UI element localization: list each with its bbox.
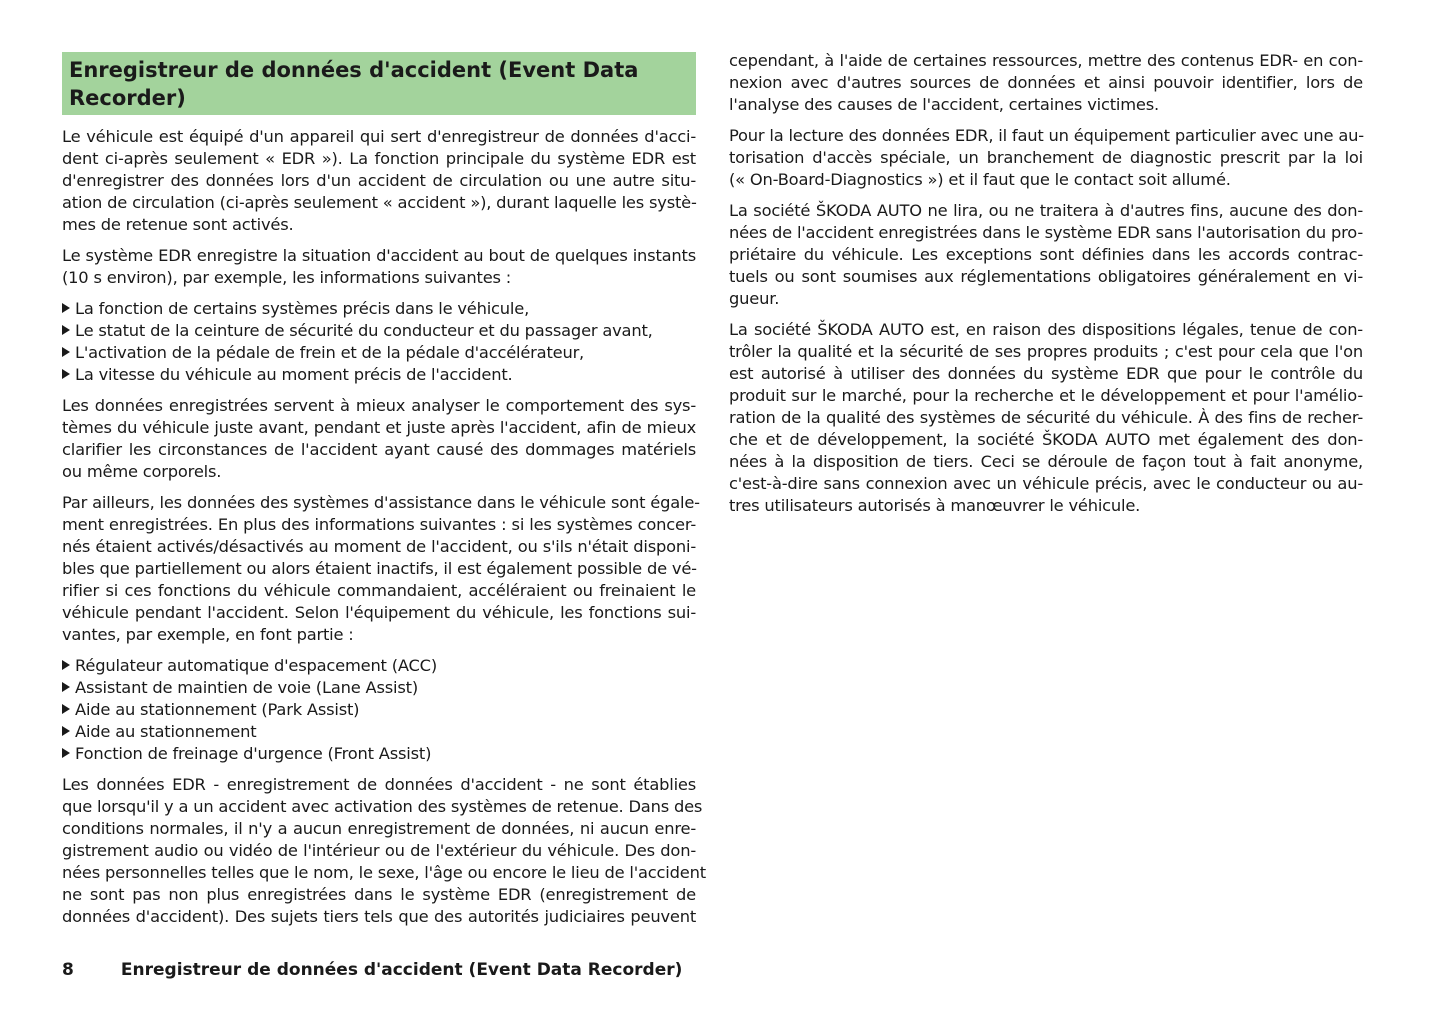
text-line: tèmes du véhicule juste avant, pendant et juste après l'accident, afin de mieux	[62, 418, 696, 437]
bullet-list	[62, 298, 696, 386]
paragraph	[62, 126, 696, 236]
left-column	[62, 52, 706, 937]
text-line: gueur.	[729, 289, 780, 308]
text-line: tuels ou sont soumises aux réglementations obligatoires généralement en vi-	[729, 267, 1363, 286]
page-footer	[62, 960, 682, 980]
text-line: rifier si ces fonctions du véhicule commandaient, accéléraient ou freinaient le	[62, 581, 696, 600]
text-line: bles que partiellement ou alors étaient inactifs, il est également possible de vé-	[62, 559, 697, 578]
right-column	[729, 50, 1363, 526]
text-line: ne sont pas non plus enregistrées dans le système EDR (enregistrement de	[62, 885, 696, 904]
text-line: Les données enregistrées servent à mieux analyser le comportement des sys-	[62, 396, 696, 415]
paragraph	[62, 492, 700, 646]
text-line: che et de développement, la société ŠKODA AUTO met également des don-	[729, 430, 1363, 449]
paragraph	[729, 200, 1363, 310]
list-item: Aide au stationnement (Park Assist)	[62, 699, 696, 721]
paragraph	[729, 125, 1363, 191]
text-line: c'est-à-dire sans connexion avec un véhicule précis, avec le conducteur ou au-	[729, 474, 1363, 493]
list-item: L'activation de la pédale de frein et de la pédale d'accélérateur,	[62, 342, 696, 364]
text-line: clarifier les circonstances de l'accident ayant causé des dommages matériels	[62, 440, 696, 459]
text-line: (10 s environ), par exemple, les informations suivantes :	[62, 268, 512, 287]
heading-line: Enregistreur de données d'accident (Event Data	[69, 58, 639, 82]
list-item: Aide au stationnement	[62, 721, 696, 743]
text-line: Le véhicule est équipé d'un appareil qui sert d'enregistreur de données d'acci-	[62, 127, 696, 146]
paragraph	[62, 774, 706, 928]
text-line: ation de circulation (ci-après seulement « accident »), durant laquelle les systè-	[62, 193, 697, 212]
text-line: gistrement audio ou vidéo de l'intérieur ou de l'extérieur du véhicule. Des don-	[62, 841, 696, 860]
text-line: (« On-Board-Diagnostics ») et il faut que le contact soit allumé.	[729, 170, 1231, 189]
list-item: Le statut de la ceinture de sécurité du conducteur et du passager avant,	[62, 320, 696, 342]
text-line: Par ailleurs, les données des systèmes d'assistance dans le véhicule sont égale-	[62, 493, 700, 512]
text-line: conditions normales, il n'y a aucun enregistrement de données, ni aucun enre-	[62, 819, 696, 838]
list-item: Assistant de maintien de voie (Lane Assist)	[62, 677, 696, 699]
text-line: nées personnelles telles que le nom, le sexe, l'âge ou encore le lieu de l'accident	[62, 863, 706, 882]
text-line: ration de la qualité des systèmes de sécurité du véhicule. À des fins de recher-	[729, 408, 1363, 427]
text-line: La société ŠKODA AUTO est, en raison des dispositions légales, tenue de con-	[729, 320, 1363, 339]
text-line: ou même corporels.	[62, 462, 222, 481]
paragraph	[62, 245, 696, 289]
list-item: Régulateur automatique d'espacement (ACC)	[62, 655, 696, 677]
paragraph	[729, 319, 1363, 517]
text-line: nexion avec d'autres sources de données et ainsi pouvoir identifier, lors de	[729, 73, 1363, 92]
text-line: ment enregistrées. En plus des informations suivantes : si les systèmes concer-	[62, 515, 696, 534]
page-number: 8	[62, 960, 74, 980]
list-item: Fonction de freinage d'urgence (Front Assist)	[62, 743, 696, 765]
text-line: vantes, par exemple, en font partie :	[62, 625, 354, 644]
text-line: nées de l'accident enregistrées dans le système EDR sans l'autorisation du pro-	[729, 223, 1363, 242]
text-line: Les données EDR - enregistrement de données d'accident - ne sont établies	[62, 775, 696, 794]
text-line: cependant, à l'aide de certaines ressources, mettre des contenus EDR- en con-	[729, 51, 1363, 70]
footer-title: Enregistreur de données d'accident (Event Data Recorder)	[120, 960, 683, 980]
list-item: La vitesse du véhicule au moment précis de l'accident.	[62, 364, 696, 386]
text-line: produit sur le marché, pour la recherche et le développement et pour l'amélio-	[729, 386, 1363, 405]
text-line: l'analyse des causes de l'accident, certaines victimes.	[729, 95, 1159, 114]
text-line: priétaire du véhicule. Les exceptions sont définies dans les accords contrac-	[729, 245, 1363, 264]
section-heading	[62, 52, 696, 115]
text-line: véhicule pendant l'accident. Selon l'équipement du véhicule, les fonctions sui-	[62, 603, 696, 622]
paragraph	[729, 50, 1363, 116]
text-line: d'enregistrer des données lors d'un accident de circulation ou une autre situ-	[62, 171, 696, 190]
text-line: nées à la disposition de tiers. Ceci se déroule de façon tout à fait anonyme,	[729, 452, 1363, 471]
text-line: mes de retenue sont activés.	[62, 215, 294, 234]
text-line: Le système EDR enregistre la situation d'accident au bout de quelques instants	[62, 246, 696, 265]
text-line: dent ci-après seulement « EDR »). La fonction principale du système EDR est	[62, 149, 696, 168]
text-line: trôler la qualité et la sécurité de ses propres produits ; c'est pour cela que l'on	[729, 342, 1363, 361]
text-line: tres utilisateurs autorisés à manœuvrer le véhicule.	[729, 496, 1141, 515]
paragraph	[62, 395, 696, 483]
heading-line: Recorder)	[69, 86, 186, 110]
text-line: Pour la lecture des données EDR, il faut un équipement particulier avec une au-	[729, 126, 1364, 145]
text-line: données d'accident). Des sujets tiers tels que des autorités judiciaires peuvent	[62, 907, 696, 926]
text-line: torisation d'accès spéciale, un branchement de diagnostic prescrit par la loi	[729, 148, 1363, 167]
bullet-list	[62, 655, 696, 765]
text-line: est autorisé à utiliser des données du système EDR que pour le contrôle du	[729, 364, 1363, 383]
list-item: La fonction de certains systèmes précis dans le véhicule,	[62, 298, 696, 320]
text-line: que lorsqu'il y a un accident avec activation des systèmes de retenue. Dans des	[62, 797, 703, 816]
text-line: nés étaient activés/désactivés au moment de l'accident, ou s'ils n'était disponi-	[62, 537, 696, 556]
text-line: La société ŠKODA AUTO ne lira, ou ne traitera à d'autres fins, aucune des don-	[729, 201, 1363, 220]
